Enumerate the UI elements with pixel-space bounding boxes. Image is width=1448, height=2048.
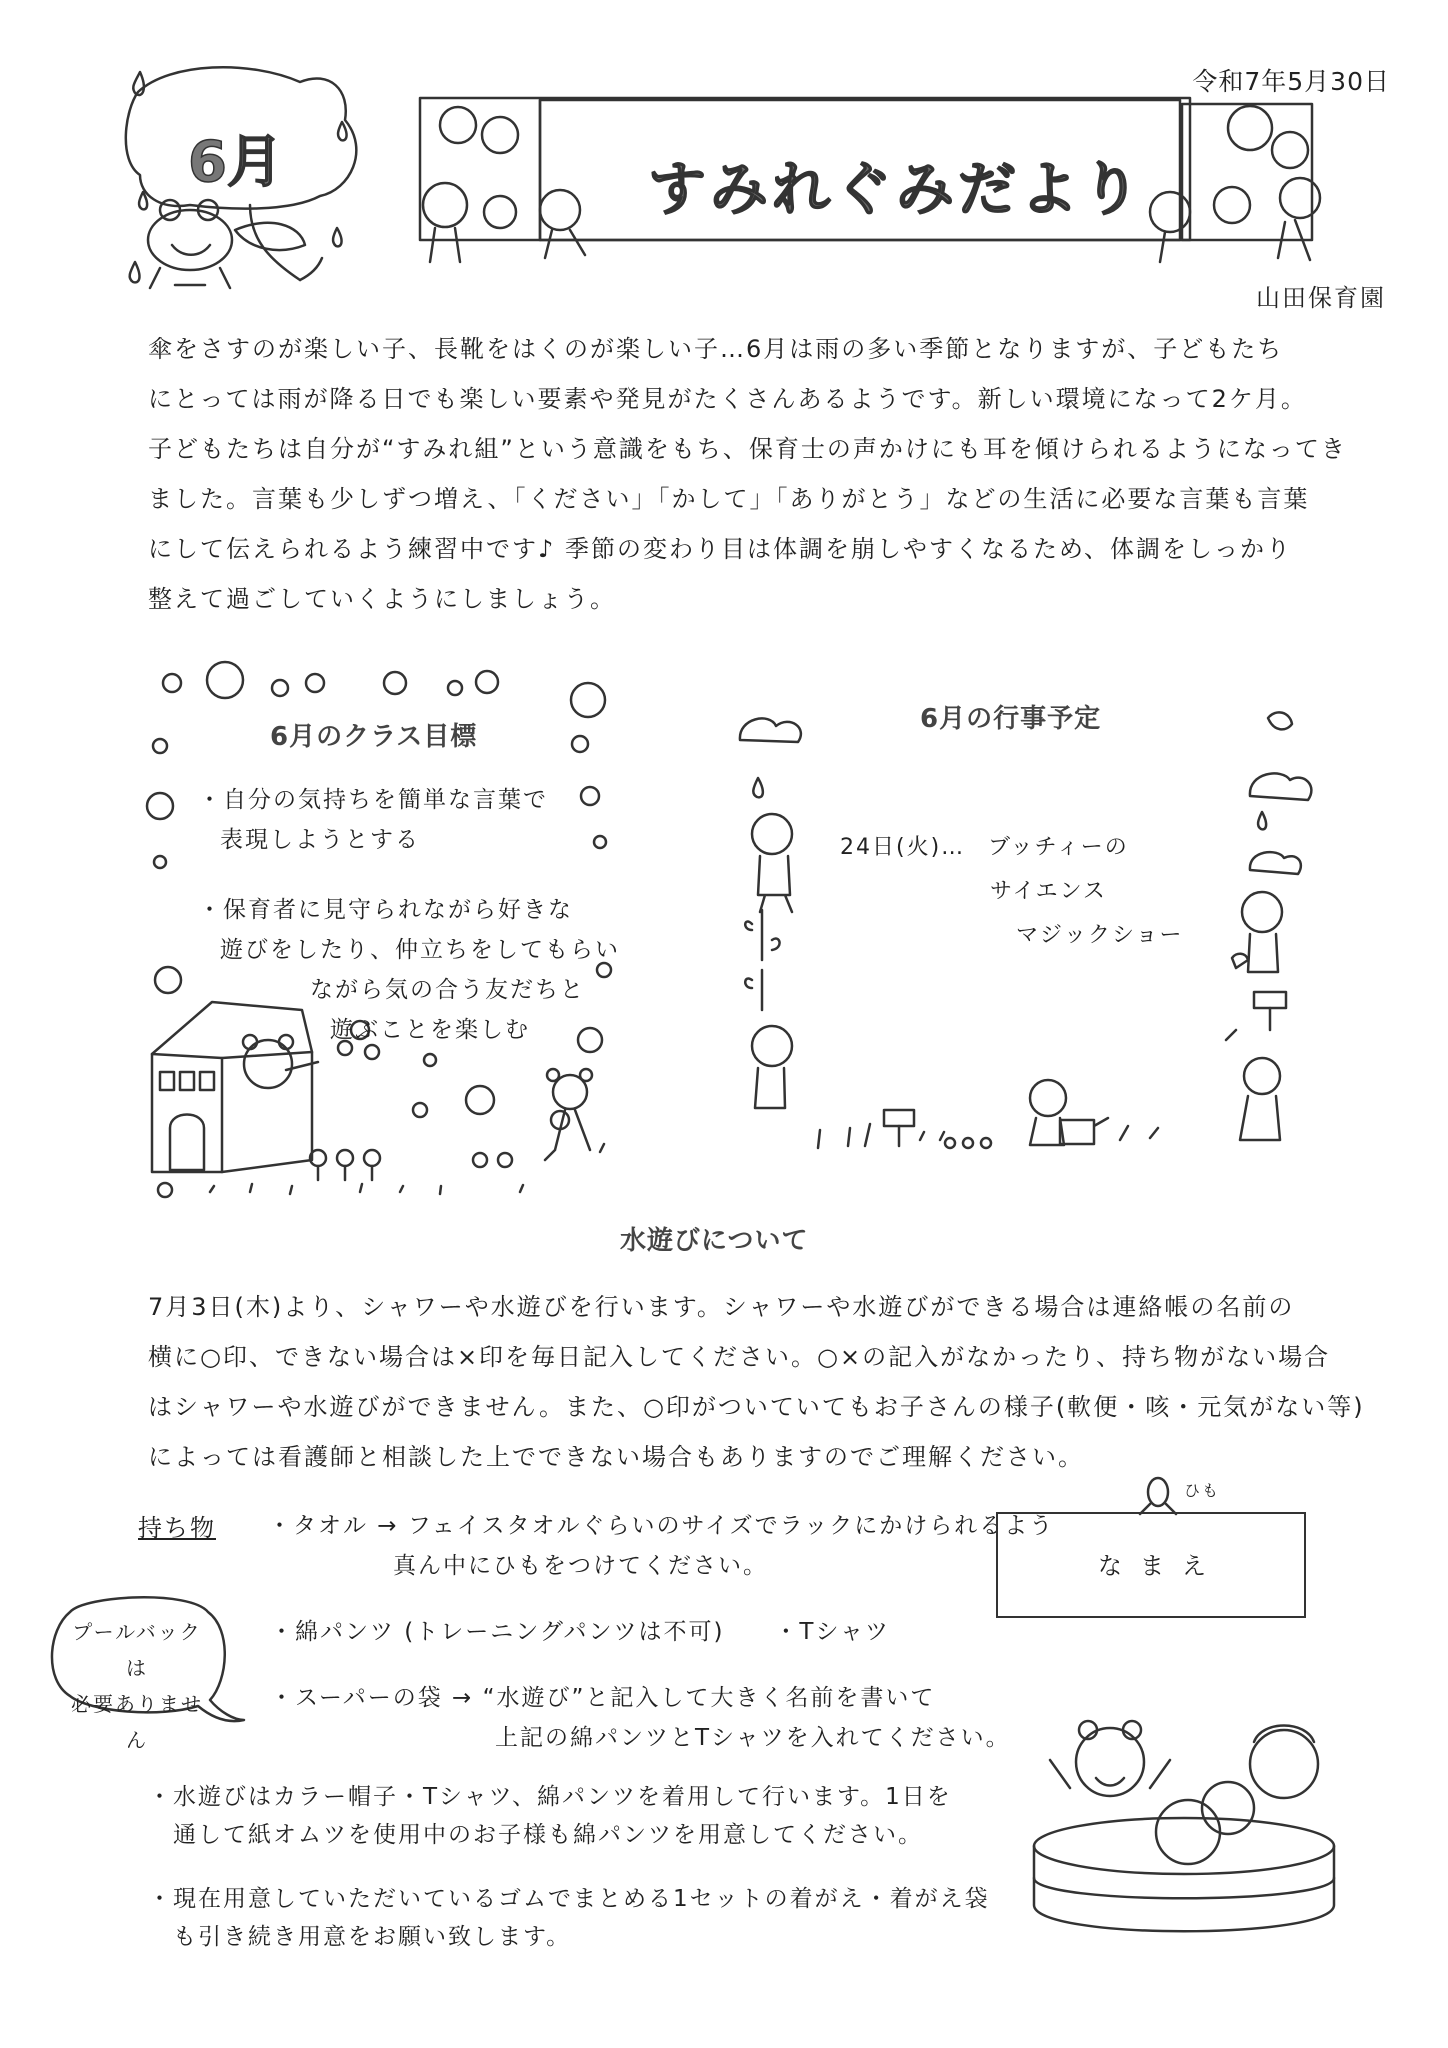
item-pants: ・綿パンツ (トレーニングパンツは不可) ・Tシャツ xyxy=(270,1619,891,1645)
item-towel xyxy=(268,1506,1054,1586)
item-bag xyxy=(270,1678,1011,1758)
item-line: 上記の綿パンツとTシャツを入れてください。 xyxy=(270,1725,1011,1751)
class-goals-heading: 6月のクラス目標 xyxy=(270,722,478,752)
month-badge: 6月 xyxy=(188,130,283,195)
intro-paragraph xyxy=(148,324,1347,624)
goal-line: ・自分の気持ちを簡単な言葉で xyxy=(198,787,548,813)
event-line: ブッチィーの xyxy=(988,835,1129,860)
bubble-line: プールバックは xyxy=(72,1620,202,1680)
bubble-line: 必要ありません xyxy=(71,1692,203,1752)
note-line: ・現在用意していただいているゴムでまとめる1セットの着がえ・着がえ袋 xyxy=(148,1886,990,1912)
intro-line: 整えて過ごしていくようにしましょう。 xyxy=(148,585,616,613)
sign-icon xyxy=(884,992,1286,1146)
water-line: 7月3日(木)より、シャワーや水遊びを行います。シャワーや水遊びができる場合は連絡帳の名前の xyxy=(148,1293,1295,1321)
intro-line: 傘をさすのが楽しい子、長靴をはくのが楽しい子…6月は雨の多い季節となりますが、子どもたち xyxy=(148,335,1284,363)
water-line: はシャワーや水遊びができません。また、○印がついていてもお子さんの様子(軟便・咳・元気がない等) xyxy=(148,1393,1365,1421)
raindrop-icon xyxy=(753,778,1266,829)
item-line: ・スーパーの袋 → “水遊び”と記入して大きく名前を書いて xyxy=(270,1685,936,1711)
issue-date: 令和7年5月30日 xyxy=(1192,67,1390,96)
string-label: ひも xyxy=(1184,1481,1221,1500)
note-line: 通して紙オムツを使用中のお子様も綿パンツを用意してください。 xyxy=(148,1822,923,1848)
intro-line: にして伝えられるよう練習中です♪ 季節の変わり目は体調を崩しやすくなるため、体調をしっかり xyxy=(148,535,1292,563)
goal-line: ・保育者に見守られながら好きな xyxy=(198,897,573,923)
item-line: ・タオル → フェイスタオルぐらいのサイズでラックにかけられるよう xyxy=(268,1513,1055,1539)
school-name: 山田保育園 xyxy=(1256,284,1386,312)
water-play-notes xyxy=(148,1778,990,1982)
event-item xyxy=(840,826,1184,958)
water-line: によっては看護師と相談した上でできない場合もありますのでご理解ください。 xyxy=(148,1443,1084,1471)
event-line: マジックショー xyxy=(1016,923,1184,948)
events-heading: 6月の行事予定 xyxy=(920,704,1102,734)
water-play-heading: 水遊びについて xyxy=(620,1226,809,1256)
name-tag-label: なまえ xyxy=(1098,1552,1224,1580)
intro-line: にとっては雨が降る日でも楽しい要素や発見がたくさんあるようです。新しい環境になって2ケ月。 xyxy=(148,385,1307,413)
class-goal-1 xyxy=(198,780,548,860)
goal-line: ながら気の合う友だちと xyxy=(310,977,585,1003)
item-line: 真ん中にひもをつけてください。 xyxy=(268,1553,768,1579)
frog-icon xyxy=(148,200,232,288)
note-item xyxy=(148,1880,990,1956)
note-line: も引き続き用意をお願い致します。 xyxy=(148,1924,572,1950)
watering-can-icon xyxy=(1060,954,1248,1144)
goal-line: 遊びをしたり、仲立ちをしてもらい xyxy=(220,937,620,963)
items-label: 持ち物 xyxy=(138,1514,216,1542)
goal-line: 遊ぶことを楽しむ xyxy=(330,1017,530,1043)
class-goal-2 xyxy=(198,890,620,1050)
water-line: 横に○印、できない場合は×印を毎日記入してください。○×の記入がなかったり、持ち物がない場合 xyxy=(148,1343,1331,1371)
pool-icon xyxy=(1034,1721,1334,1931)
newsletter-title: すみれぐみだより xyxy=(648,155,1145,223)
event-line: サイエンス xyxy=(990,879,1107,904)
water-play-paragraph xyxy=(148,1282,1368,1482)
pool-bag-note xyxy=(62,1614,212,1758)
intro-line: 子どもたちは自分が“すみれ組”という意識をもち、保育士の声かけにも耳を傾けられるようになってき xyxy=(148,435,1347,463)
goal-line: 表現しようとする xyxy=(220,827,420,853)
event-date: 24日(火)… xyxy=(840,835,966,860)
note-line: ・水遊びはカラー帽子・Tシャツ、綿パンツを着用して行います。1日を xyxy=(148,1784,952,1810)
intro-line: ました。言葉も少しずつ増え、「ください」「かして」「ありがとう」などの生活に必要な言葉も言葉 xyxy=(148,485,1310,513)
name-tag-icon xyxy=(1140,1478,1176,1514)
note-item xyxy=(148,1778,990,1854)
child-icon xyxy=(1150,106,1320,262)
